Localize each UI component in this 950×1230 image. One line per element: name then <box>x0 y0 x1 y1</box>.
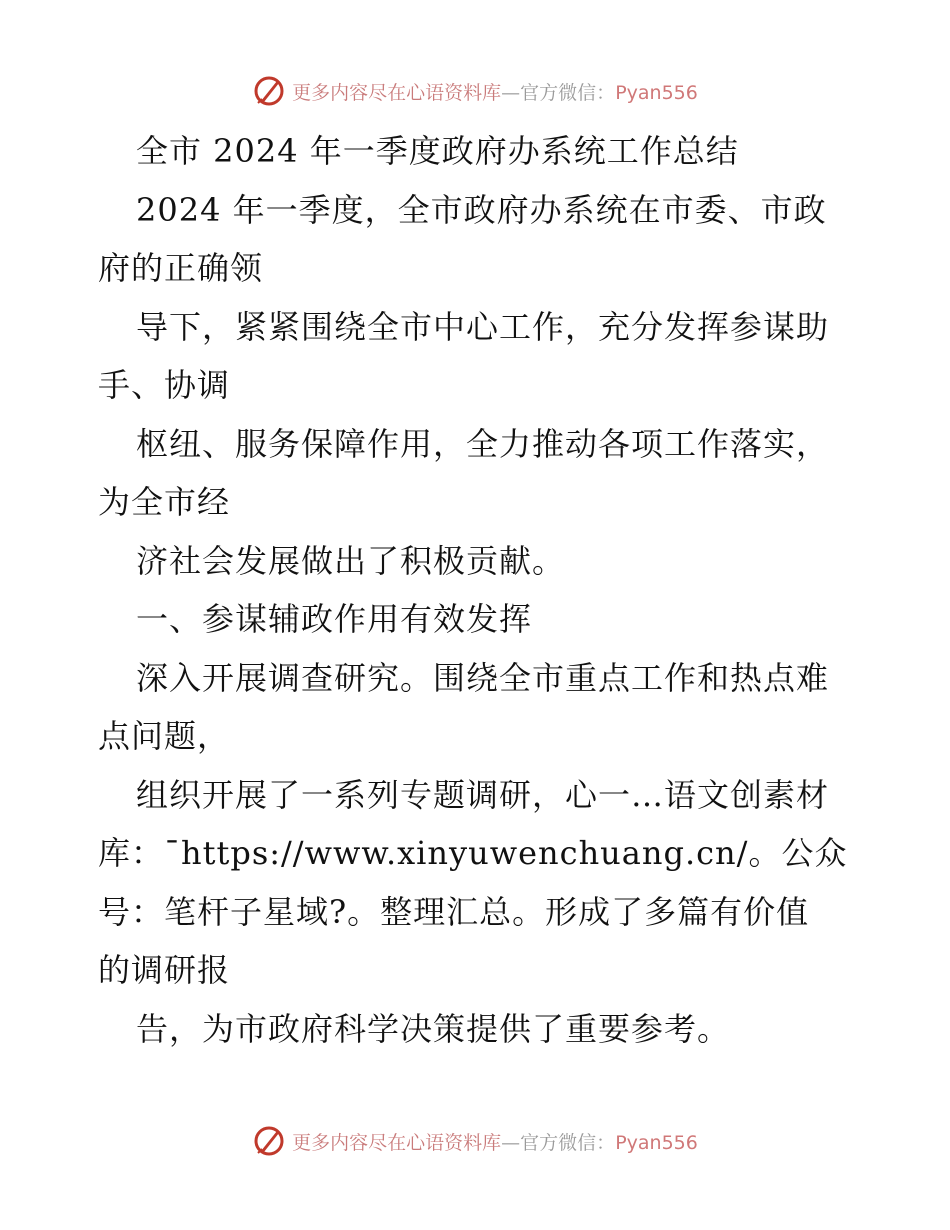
text-line: 府的正确领 <box>98 249 264 287</box>
text-line: 济社会发展做出了积极贡献。 <box>136 541 566 580</box>
text-line: 的调研报 <box>98 951 231 989</box>
watermark-text <box>292 78 698 105</box>
text-line: 告，为市政府科学决策提供了重要参考。 <box>136 1009 731 1048</box>
quill-logo-icon <box>252 1124 286 1158</box>
quill-logo-icon <box>252 74 286 108</box>
watermark-label: 官方微信： <box>520 1131 616 1154</box>
text-line: 点问题， <box>98 717 231 755</box>
text-line: 库：¯https://www.xinyuwenchuang.cn/。公众 <box>98 834 848 872</box>
text-line: 枢纽、服务保障作用，全力推动各项工作落实， <box>136 424 830 463</box>
text-line: 号：笔杆子星域?。整理汇总。形成了多篇有价值 <box>98 892 810 931</box>
document-body <box>98 122 898 1058</box>
watermark-brand: 更多内容尽在心语资料库 <box>292 81 502 104</box>
text-line: 组织开展了一系列专题调研，心一…语文创素材 <box>136 775 830 814</box>
text-line: 一、参谋辅政作用有效发挥 <box>136 600 533 638</box>
watermark-wechat-id: Pyan556 <box>615 1131 698 1154</box>
watermark-wechat-id: Pyan556 <box>615 81 698 104</box>
text-line: 导下，紧紧围绕全市中心工作，充分发挥参谋助 <box>136 307 830 346</box>
text-line: 2024 年一季度，全市政府办系统在市委、市政 <box>136 190 827 229</box>
text-line: 深入开展调查研究。围绕全市重点工作和热点难 <box>136 658 830 697</box>
watermark-text <box>292 1128 698 1155</box>
watermark-separator: — <box>501 81 521 104</box>
text-line: 手、协调 <box>98 366 231 404</box>
header-watermark <box>0 71 950 111</box>
text-line: 全市 2024 年一季度政府办系统工作总结 <box>136 132 739 170</box>
watermark-label: 官方微信： <box>520 81 616 104</box>
text-line: 为全市经 <box>98 483 231 521</box>
watermark-separator: — <box>501 1131 521 1154</box>
footer-watermark <box>0 1121 950 1161</box>
watermark-brand: 更多内容尽在心语资料库 <box>292 1131 502 1154</box>
